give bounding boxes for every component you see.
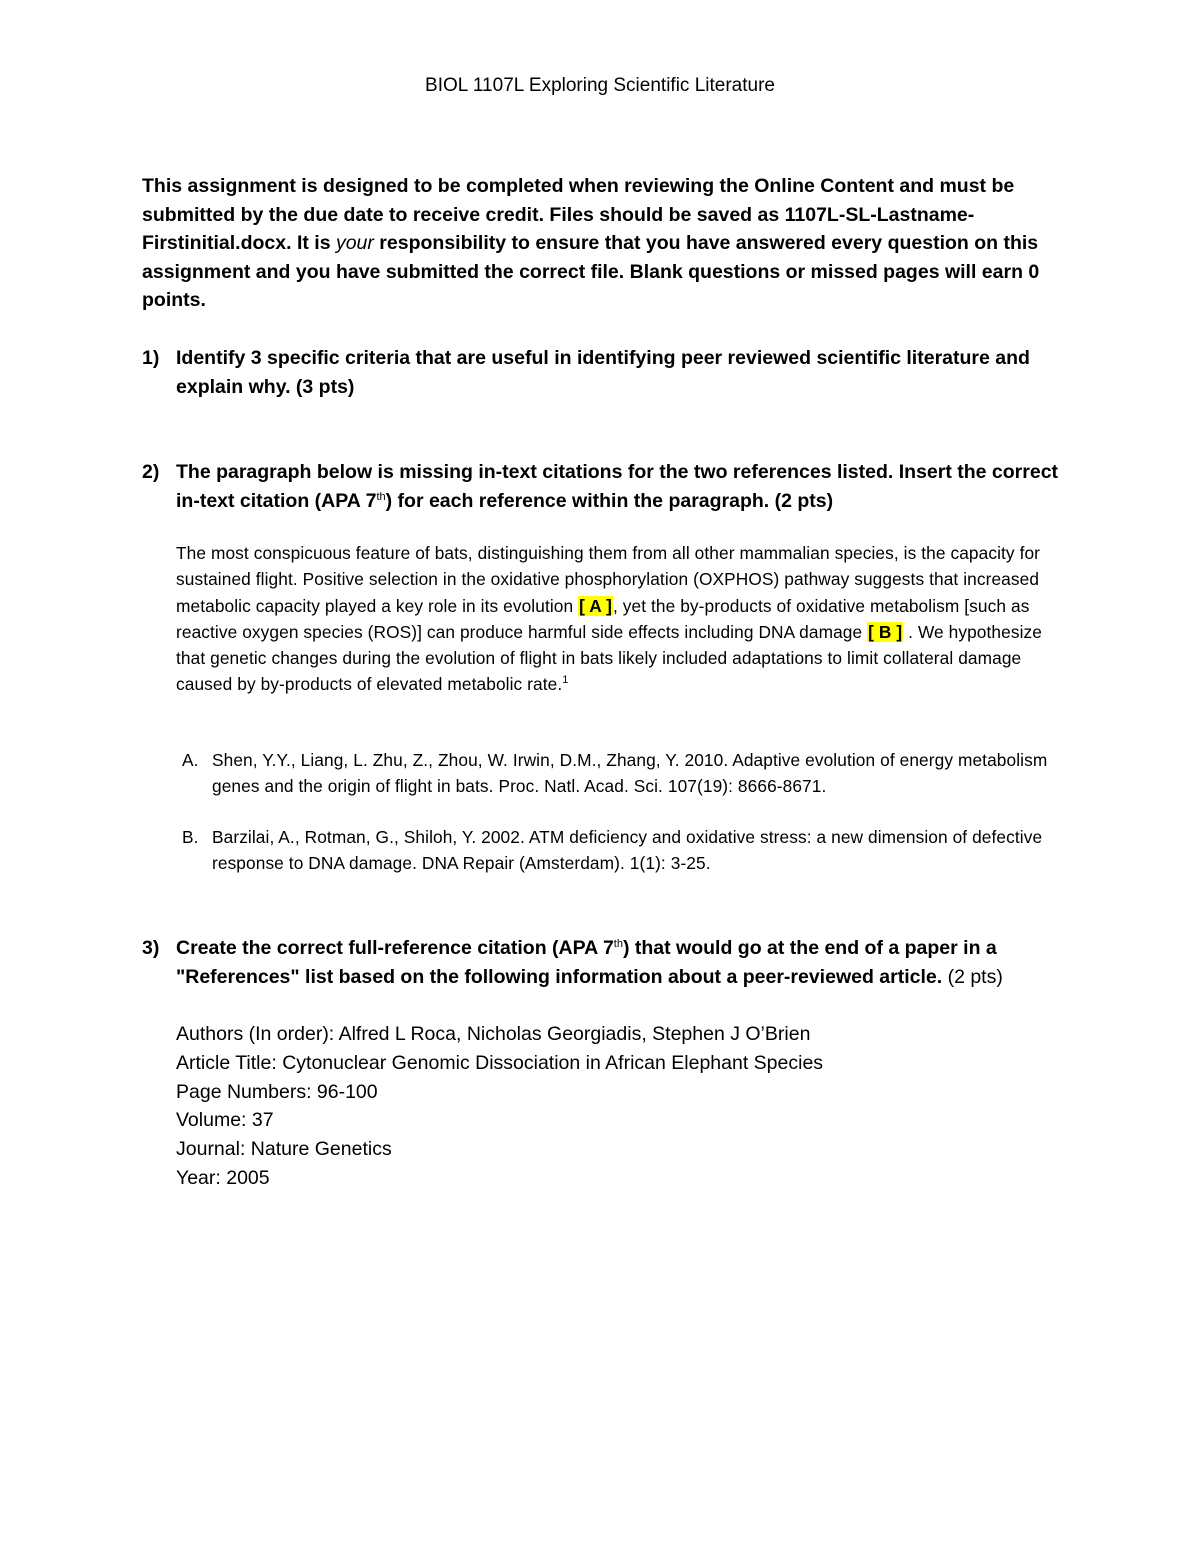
citation-paragraph (176, 540, 1066, 698)
article-info-pages: Page Numbers: 96-100 (176, 1080, 378, 1103)
paragraph-part3: . We hypothesize that genetic changes during the evolution of flight in bats likely included adaptations to limit collateral damage caused by by-products of elevated metabolic rate. (176, 621, 1042, 695)
paragraph-part2: , yet the by-products of oxidative metabolism [such as reactive oxygen species (ROS)] can produce harmful side effects including DNA damage (176, 595, 1030, 642)
question-3-text-a: Create the correct full-reference citation (APA 7 (176, 937, 614, 959)
article-info-list (176, 1020, 1056, 1193)
reference-a-text: Shen, Y.Y., Liang, L. Zhu, Z., Zhou, W. Irwin, D.M., Zhang, Y. 2010. Adaptive evolution of energy metabolism genes and the origin of flight in bats. Proc. Natl. Acad. Sci. 107(19): 8666-8671. (212, 750, 1048, 797)
reference-a-label: A. (182, 750, 199, 770)
question-3-text (176, 934, 1067, 991)
reference-b-text: Barzilai, A., Rotman, G., Shiloh, Y. 2002. ATM deficiency and oxidative stress: a new dimension of defective response to DNA damage. DNA Repair (Amsterdam). 1(1): 3-25. (212, 827, 1043, 874)
question-3-number: 3) (142, 937, 160, 959)
reference-b (182, 824, 1092, 877)
question-2-text-b: ) for each reference within the paragraph. (2 pts) (385, 489, 834, 512)
question-2-number: 2) (142, 461, 160, 483)
assignment-instructions (142, 172, 1067, 315)
question-3-text-b: ) that would go at the end of a paper in a "References" list based on the following information about a peer-reviewed article. (176, 937, 997, 988)
article-info-year: Year: 2005 (176, 1166, 270, 1189)
instructions-emphasis: your (335, 232, 374, 255)
question-2-text-a: The paragraph below is missing in-text citations for the two references listed. Insert the correct in-text citation (APA 7 (176, 461, 1059, 512)
article-info-volume: Volume: 37 (176, 1109, 274, 1132)
citation-placeholder-b: [ B ] (868, 621, 903, 642)
reference-a (182, 747, 1092, 800)
question-3-superscript: th (613, 938, 623, 950)
footnote-marker: 1 (562, 674, 569, 687)
question-1 (142, 344, 1067, 401)
article-info-journal: Journal: Nature Genetics (176, 1138, 392, 1161)
question-2-superscript: th (376, 490, 386, 503)
question-2 (142, 458, 1067, 515)
article-info-title: Article Title: Cytonuclear Genomic Dissociation in African Elephant Species (176, 1051, 824, 1074)
instructions-text-part2: responsibility to ensure that you have answered every question on this assignment and you have submitted the correct file. Blank questions or missed pages will earn 0 points. (142, 232, 1040, 312)
paragraph-part1: The most conspicuous feature of bats, distinguishing them from all other mammalian species, is the capacity for sustained flight. Positive selection in the oxidative phosphorylation (OXPHOS) pathway suggests that increased metabolic capacity played a key role in its evolution (176, 543, 1041, 616)
question-1-text: Identify 3 specific criteria that are useful in identifying peer reviewed scientific literature and explain why. (3 pts) (176, 347, 1030, 398)
citation-placeholder-a: [ A ] (579, 595, 612, 616)
reference-b-label: B. (182, 827, 199, 847)
article-info-authors: Authors (In order): Alfred L Roca, Nicholas Georgiadis, Stephen J O’Brien (176, 1023, 811, 1045)
question-2-text (176, 458, 1067, 515)
question-3-points: (2 pts) (942, 965, 1003, 988)
page-title: BIOL 1107L Exploring Scientific Literature (425, 75, 775, 96)
instructions-text-part1: This assignment is designed to be completed when reviewing the Online Content and must be submitted by the due date to receive credit. Files should be saved as 1107L-SL-Lastname-Firstinitial.docx. It is (142, 175, 1015, 255)
question-3 (142, 934, 1067, 991)
question-1-number: 1) (142, 347, 160, 369)
